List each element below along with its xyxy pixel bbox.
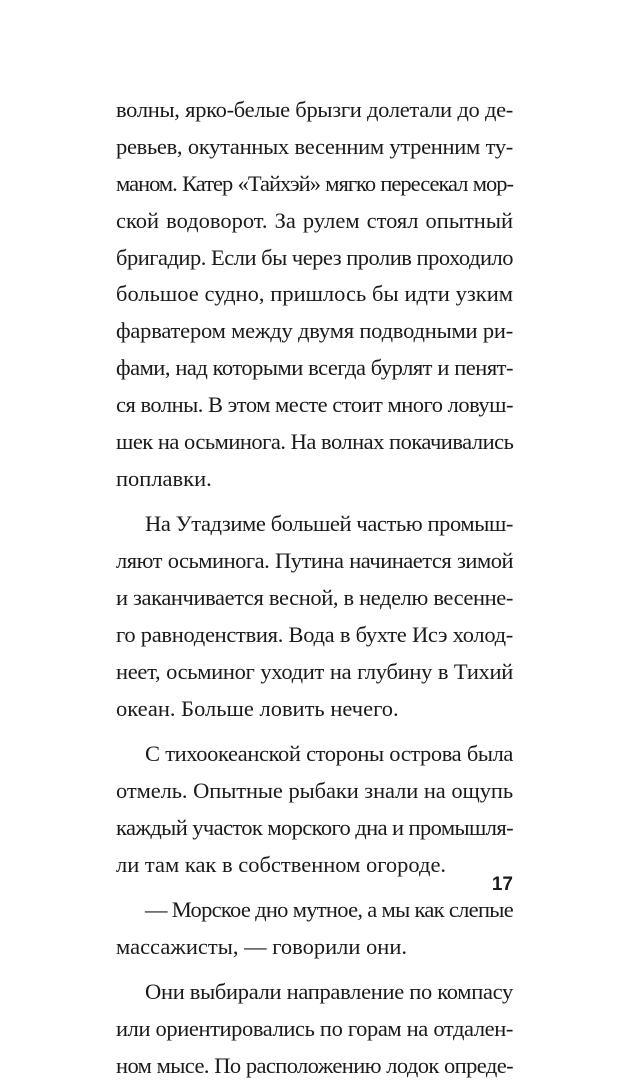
text-line: Они выбирали направление по компасу bbox=[145, 979, 513, 1005]
text-line: каждый участок морского дна и промышля- bbox=[116, 814, 513, 840]
paragraph-gap bbox=[116, 728, 513, 737]
text-line: или ориентировались по горам на отдален- bbox=[116, 1016, 513, 1042]
text-line: океан. Больше ловить нечего. bbox=[116, 695, 399, 721]
text-line: — Морское дно мутное, а мы как слепые bbox=[145, 897, 513, 923]
text-line: ской водоворот. За рулем стоял опытный bbox=[116, 207, 513, 233]
text-line: ревьев, окутанных весенним утренним ту- bbox=[116, 133, 513, 159]
text-line: большое судно, пришлось бы идти узким bbox=[116, 281, 513, 307]
text-line: фарватером между двумя подводными ри- bbox=[116, 318, 513, 344]
body-text bbox=[116, 92, 513, 1085]
paragraph bbox=[116, 92, 513, 498]
paragraph-gap bbox=[116, 884, 513, 893]
text-line: ся волны. В этом месте стоит много ловуш- bbox=[116, 392, 513, 418]
paragraph-gap bbox=[116, 966, 513, 975]
text-line: и заканчивается весной, в неделю весенне- bbox=[116, 585, 513, 611]
text-line: С тихоокеанской стороны острова была bbox=[145, 741, 513, 767]
text-line: На Утадзиме большей частью промыш- bbox=[145, 511, 513, 537]
text-line: ном мысе. По расположению лодок опреде- bbox=[116, 1053, 513, 1079]
text-line: волны, ярко-белые брызги долетали до де- bbox=[116, 97, 513, 122]
text-line: бригадир. Если бы через пролив проходило bbox=[116, 244, 513, 270]
paragraph bbox=[116, 506, 513, 727]
text-line: отмель. Опытные рыбаки знали на ощупь bbox=[116, 778, 513, 804]
text-line: ляют осьминога. Путина начинается зимой bbox=[116, 548, 513, 574]
text-line: шек на осьминога. На волнах покачивались bbox=[116, 429, 514, 455]
text-line: массажисты, — говорили они. bbox=[116, 934, 407, 960]
page-number: 17 bbox=[491, 874, 513, 895]
text-line: неет, осьминог уходит на глубину в Тихий bbox=[116, 658, 513, 684]
text-line: го равноденствия. Вода в бухте Исэ холод- bbox=[116, 621, 513, 647]
paragraph bbox=[116, 974, 513, 1085]
paragraph bbox=[116, 736, 513, 884]
text-line: фами, над которыми всегда бурлят и пенят- bbox=[116, 355, 513, 381]
text-line: ли там как в собственном огороде. bbox=[116, 851, 447, 877]
text-line: маном. Катер «Тайхэй» мягко пересекал мор- bbox=[116, 170, 513, 196]
paragraph-dialogue bbox=[116, 892, 513, 966]
text-line: поплавки. bbox=[116, 465, 212, 491]
paragraph-gap bbox=[116, 498, 513, 507]
